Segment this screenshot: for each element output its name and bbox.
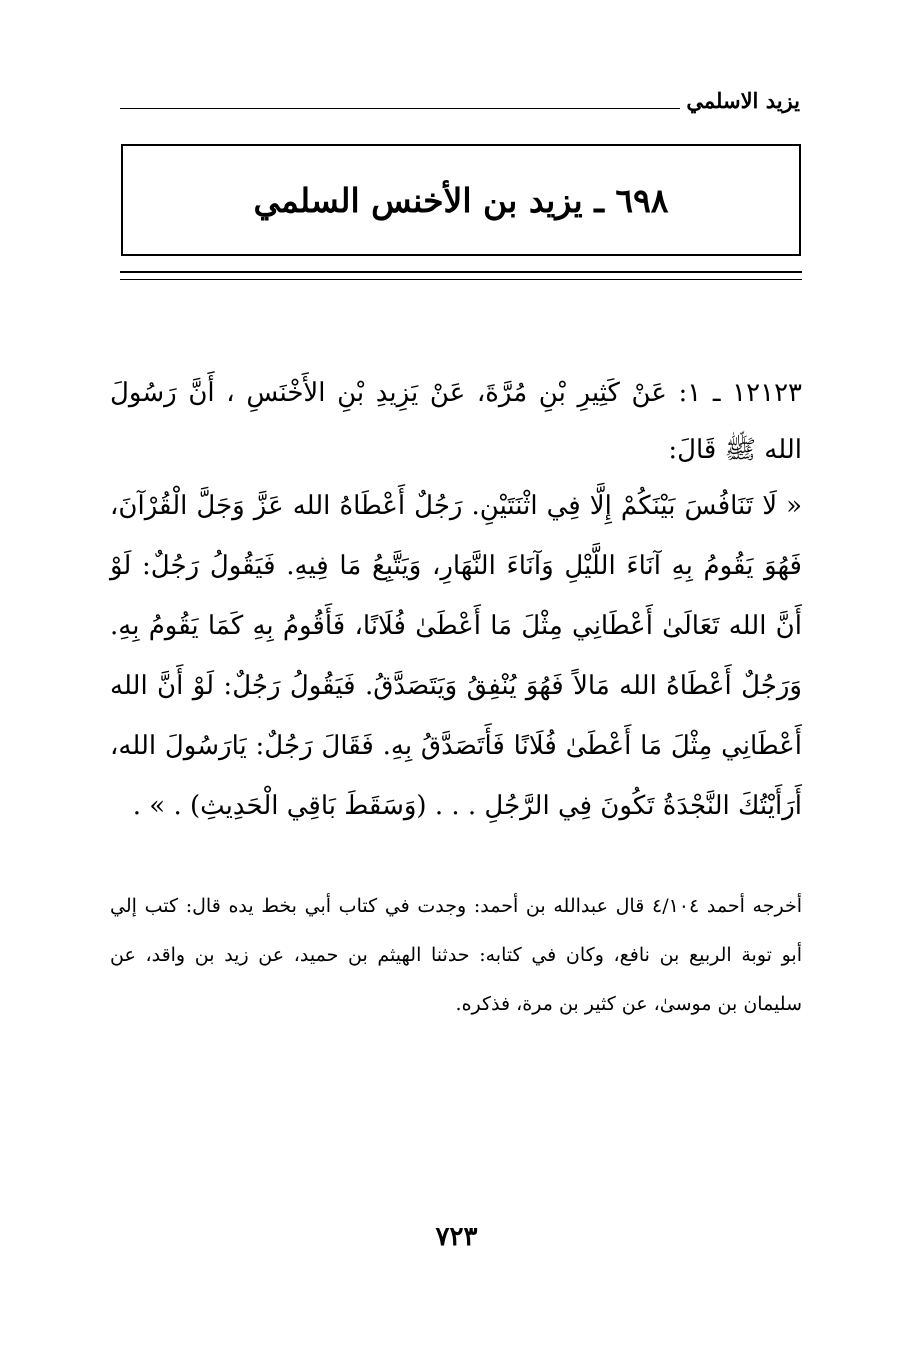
- takhrij-footnote: [110, 882, 802, 1029]
- chapter-title: ٦٩٨ ـ يزيد بن الأخنس السلمي: [253, 180, 669, 220]
- hadith-matn: « لَا تَنَافُسَ بَيْنَكُمْ إِلَّا فِي اثْنَتَيْنِ. رَجُلٌ أَعْطَاهُ الله عَزَّ وَجَلَّ الْقُرْآنَ، فَهُوَ يَقُومُ بِهِ آنَاءَ اللَّيْلِ وَآنَاءَ النَّهَارِ، وَيَتَّبِعُ مَا فِيهِ. فَيَقُولُ رَجُلٌ: لَوْ أَنَّ الله تَعَالَىٰ أَعْطَانِي مِثْلَ مَا أَعْطَىٰ فُلَانًا، فَأَقُومُ بِهِ كَمَا يَقُومُ بِهِ. وَرَجُلٌ أَعْطَاهُ الله مَالاً فَهُوَ يُنْفِقُ وَيَتَصَدَّقُ. فَيَقُولُ رَجُلٌ: لَوْ أَنَّ الله أَعْطَانِي مِثْلَ مَا أَعْطَىٰ فُلَانًا فَأَتَصَدَّقُ بِهِ. فَقَالَ رَجُلٌ: يَارَسُولَ الله، أَرَأَيْتُكَ النَّجْدَةُ تَكُونَ فِي الرَّجُلِ . . . (وَسَقَطَ بَاقِي الْحَدِيثِ) . » .: [110, 491, 802, 821]
- hadith-isnad-block: [110, 365, 802, 479]
- running-header: [120, 88, 800, 124]
- hadith-isnad: ١٢١٢٣ ـ ١: عَنْ كَثِيرِ بْنِ مُرَّةَ، عَنْ يَزِيدِ بْنِ الأَخْنَسِ ، أَنَّ رَسُولَ الله ﷺ قَالَ:: [110, 378, 802, 465]
- chapter-title-box: [121, 144, 801, 256]
- page-number: ٧٢٣: [435, 1222, 478, 1252]
- title-rule-thin: [120, 279, 802, 280]
- hadith-matn-block: [110, 476, 802, 836]
- takhrij-text: أخرجه أحمد ٤/١٠٤ قال عبدالله بن أحمد: وجدت في كتاب أبي بخط يده قال: كتب إلي أبو توبة الربيع بن نافع، وكان في كتابه: حدثنا الهيثم بن حميد، عن زيد بن واقد، عن سليمان بن موسىٰ، عن كثير بن مرة، فذكره.: [110, 895, 802, 1015]
- title-rule-thick: [120, 271, 802, 273]
- running-header-title: يزيد الاسلمي: [686, 88, 800, 113]
- running-header-rule: [120, 108, 680, 109]
